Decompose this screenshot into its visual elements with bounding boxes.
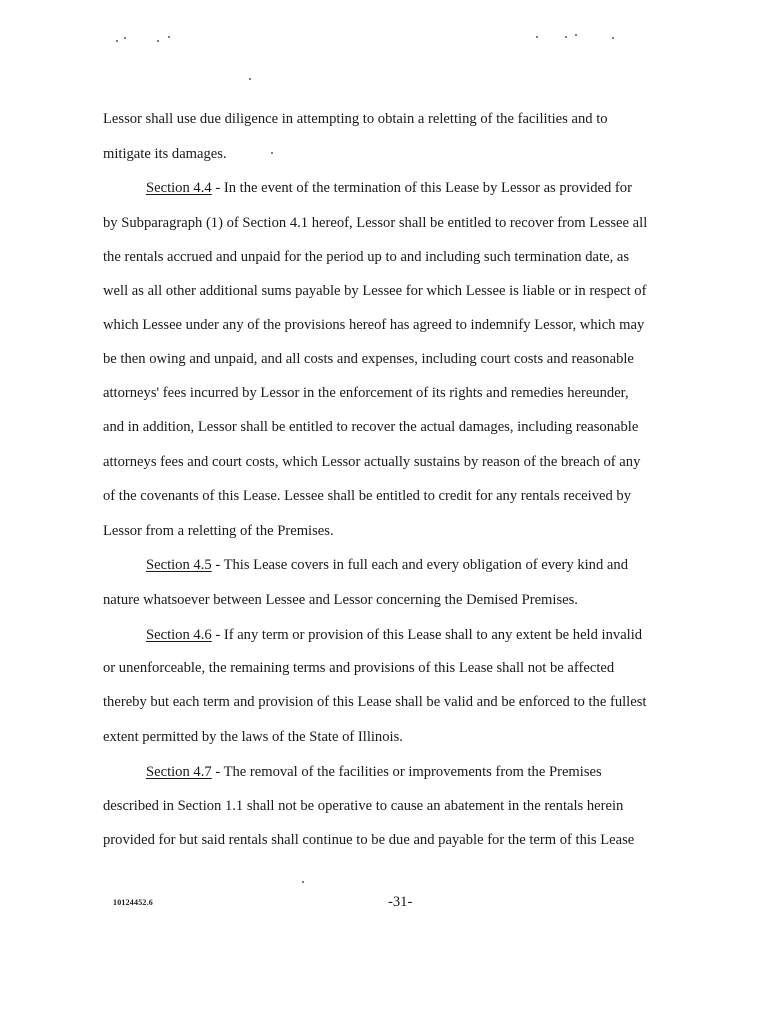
text-line: Lessor from a reletting of the Premises. (103, 523, 334, 539)
scan-speck (249, 78, 251, 80)
scan-speck (302, 881, 304, 883)
section-heading: Section 4.4 (146, 180, 212, 196)
scan-speck (536, 36, 538, 38)
section-4-5-line (146, 558, 746, 573)
text-line: described in Section 1.1 shall not be operative to cause an abatement in the rentals herein (103, 798, 624, 814)
text-line: attorneys fees and court costs, which Lessor actually sustains by reason of the breach of any (103, 454, 641, 470)
scan-speck (124, 37, 126, 39)
text-line: which Lessee under any of the provisions hereof has agreed to indemnify Lessor, which may (103, 317, 645, 333)
text-line: provided for but said rentals shall continue to be due and payable for the term of this Lease (103, 832, 635, 848)
page-number: -31- (388, 894, 413, 910)
text-fragment: - This Lease covers in full each and every obligation of every kind and (211, 557, 628, 573)
scan-speck (116, 40, 118, 42)
scan-speck (612, 37, 614, 39)
section-4-6-line (146, 628, 746, 643)
text-line: Lessor shall use due diligence in attempting to obtain a reletting of the facilities and to (103, 111, 608, 127)
text-line: or unenforceable, the remaining terms and provisions of this Lease shall not be affected (103, 660, 615, 676)
text-line: mitigate its damages. (103, 146, 227, 162)
text-line: attorneys' fees incurred by Lessor in the enforcement of its rights and remedies hereunder, (103, 385, 629, 401)
text-line: and in addition, Lessor shall be entitled to recover the actual damages, including reasonable (103, 419, 639, 435)
document-id: 10124452.6 (113, 898, 153, 907)
scan-speck (565, 36, 567, 38)
text-line: by Subparagraph (1) of Section 4.1 hereof, Lessor shall be entitled to recover from Lessee all (103, 215, 648, 231)
scan-speck (168, 36, 170, 38)
section-heading: Section 4.6 (146, 627, 212, 643)
scan-speck (157, 40, 159, 42)
text-line: the rentals accrued and unpaid for the period up to and including such termination date, as (103, 249, 630, 265)
section-4-7-line (146, 765, 746, 780)
text-line: of the covenants of this Lease. Lessee shall be entitled to credit for any rentals received by (103, 488, 632, 504)
text-line: thereby but each term and provision of this Lease shall be valid and be enforced to the fullest (103, 694, 647, 710)
text-fragment: - If any term or provision of this Lease shall to any extent be held invalid (211, 627, 643, 643)
text-fragment: - The removal of the facilities or improvements from the Premises (211, 764, 602, 780)
section-heading: Section 4.5 (146, 557, 212, 573)
section-heading: Section 4.7 (146, 764, 212, 780)
text-line: be then owing and unpaid, and all costs and expenses, including court costs and reasonable (103, 351, 634, 367)
text-fragment: - In the event of the termination of this Lease by Lessor as provided for (211, 180, 632, 196)
section-4-4-line (146, 181, 746, 196)
text-line: nature whatsoever between Lessee and Lessor concerning the Demised Premises. (103, 592, 578, 608)
text-line: well as all other additional sums payable by Lessee for which Lessee is liable or in respect of (103, 283, 647, 299)
text-line: extent permitted by the laws of the State of Illinois. (103, 729, 403, 745)
scan-speck (575, 34, 577, 36)
